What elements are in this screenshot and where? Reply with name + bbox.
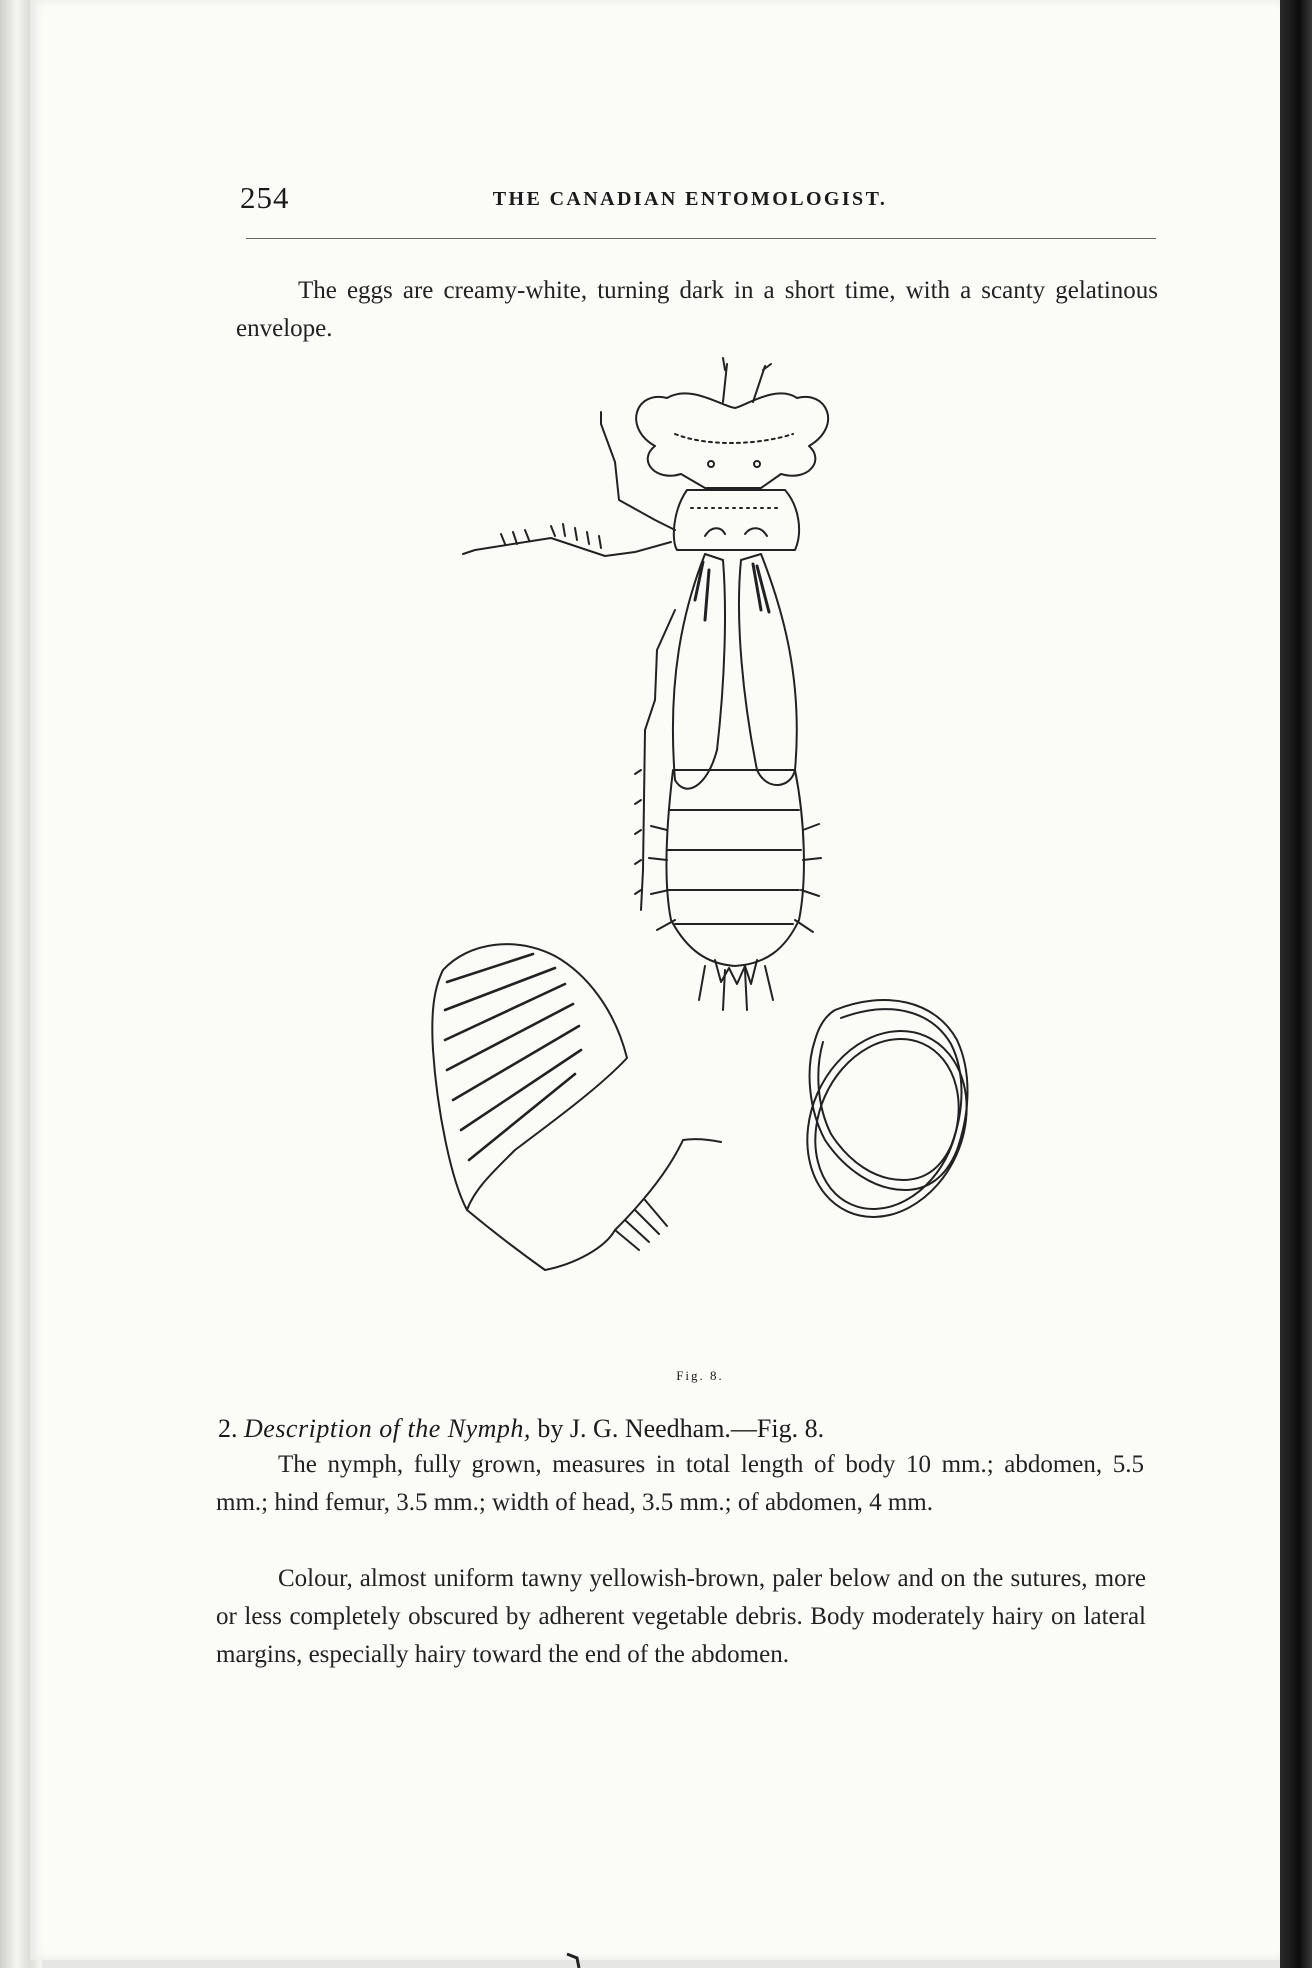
measurements-paragraph — [216, 1446, 1144, 1522]
nymph-illustration — [405, 350, 985, 1360]
colour-text: Colour, almost uniform tawny yellowish-brown, paler below and on the sutures, more or less completely obscured by adherent vegetable debris. Body moderately hairy on lateral margins, especially hairy toward the end of the abdomen. — [216, 1565, 1146, 1668]
intro-text: The eggs are creamy-white, turning dark in a short time, with a scanty gelatinous envelope. — [236, 277, 1158, 342]
section-title: Description of the Nymph, — [244, 1414, 531, 1443]
scan-artifact-mark — [565, 1952, 585, 1968]
section-heading — [218, 1410, 1158, 1448]
section-byline: by J. G. Needham.—Fig. 8. — [537, 1414, 825, 1443]
running-head: THE CANADIAN ENTOMOLOGIST. — [492, 188, 888, 210]
header-rule — [246, 238, 1156, 239]
colour-paragraph — [216, 1560, 1146, 1674]
page-right-edge — [1280, 0, 1312, 1968]
intro-paragraph — [236, 272, 1158, 348]
figure-caption: Fig. 8. — [676, 1368, 724, 1383]
measurements-text: The nymph, fully grown, measures in total length of body 10 mm.; abdomen, 5.5 mm.; hind femur, 3.5 mm.; width of head, 3.5 mm.; of abdomen, 4 mm. — [216, 1451, 1144, 1516]
page-number: 254 — [240, 180, 290, 215]
section-number: 2. — [218, 1414, 238, 1443]
